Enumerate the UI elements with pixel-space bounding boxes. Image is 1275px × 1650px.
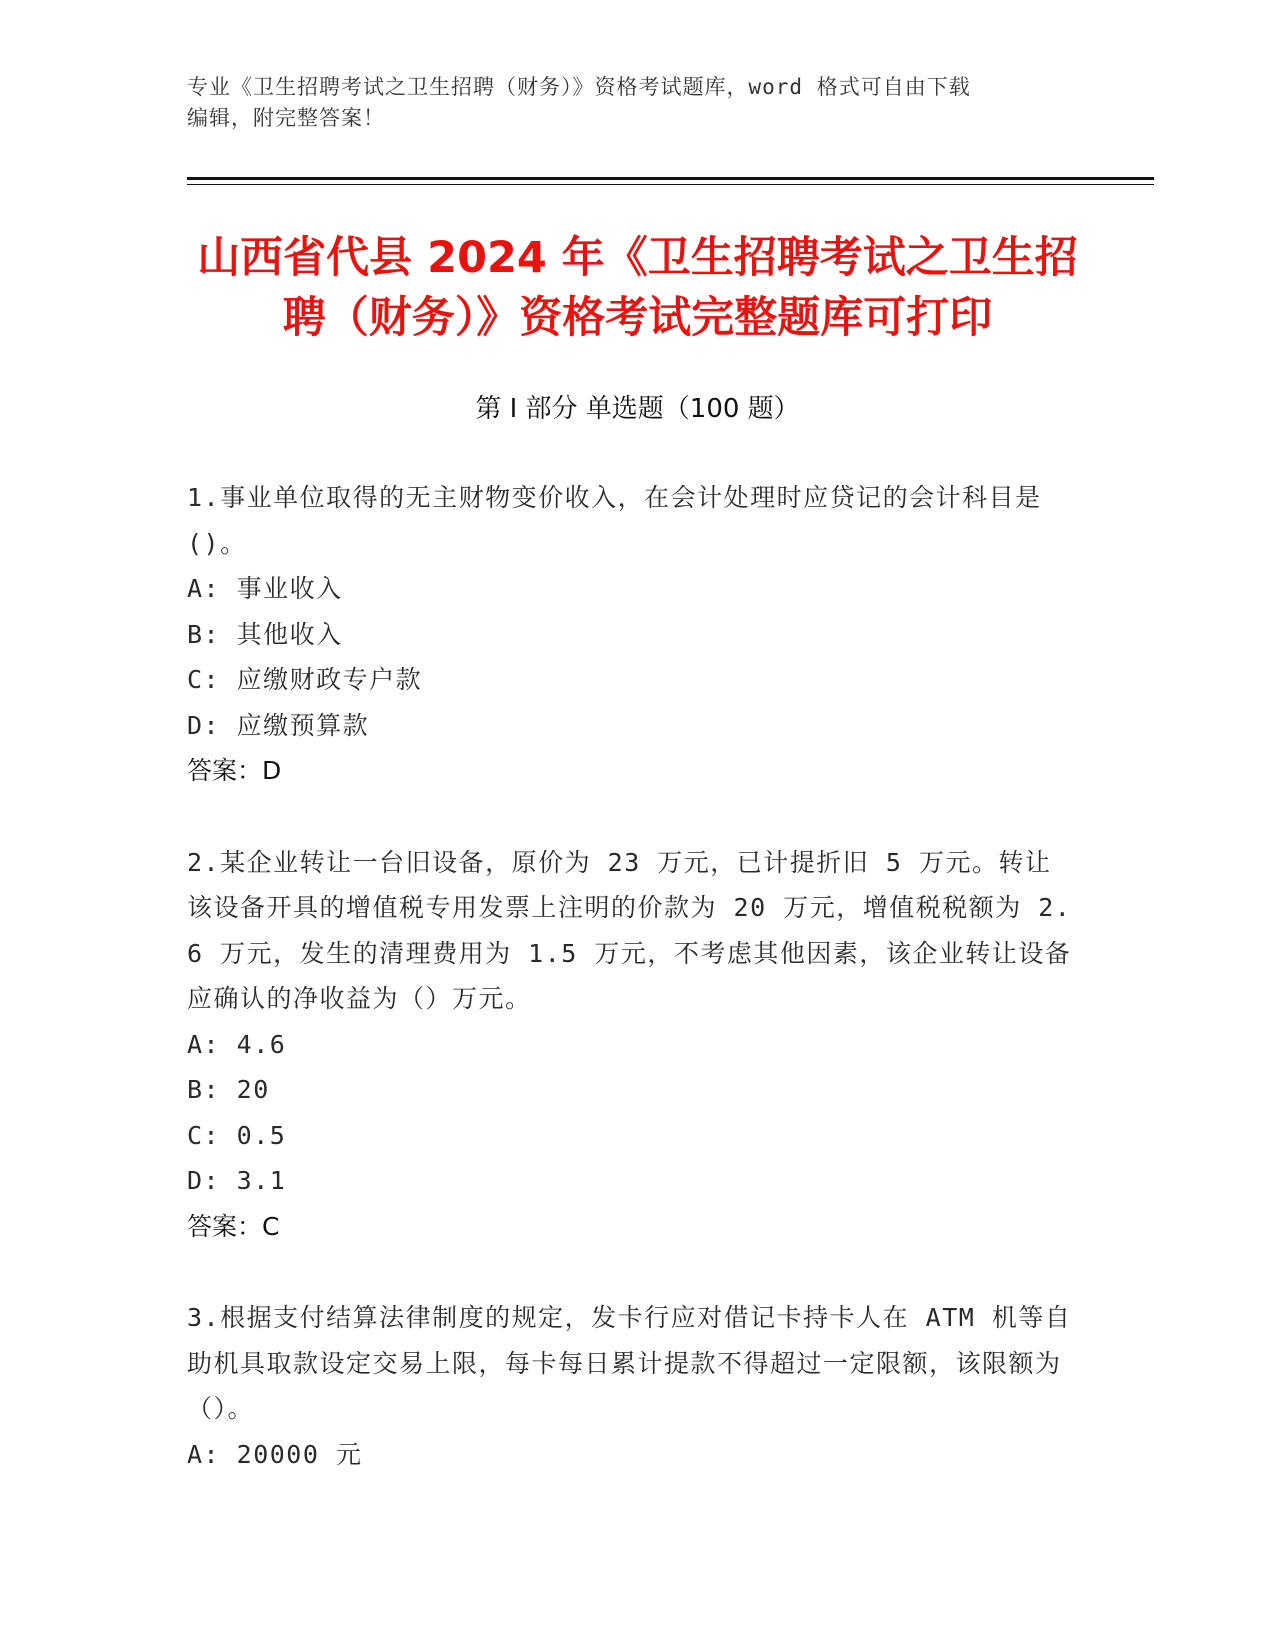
option-d: D: 应缴预算款 [187, 710, 370, 740]
document-title-line: 山西省代县 2024 年《卫生招聘考试之卫生招 [197, 233, 1078, 283]
document-title [150, 228, 1125, 348]
question-stem: 2.某企业转让一台旧设备，原价为 23 万元，已计提折旧 5 万元。转让该设备开具的增值税专用发票上注明的价款为 20 万元，增值税税额为 2.6 万元，发生的清理费用为 1.5 万元，不考虑其他因素，该企业转让设备应确认的净收益为（）万元。 [187, 847, 1072, 1013]
option-a: A: 4.6 [187, 1029, 287, 1059]
question-item [187, 1295, 1077, 1477]
option-a: A: 20000 元 [187, 1439, 363, 1469]
header-divider [187, 177, 1154, 180]
section-title: 第 I 部分 单选题（100 题） [475, 394, 800, 424]
header-divider-thin [187, 184, 1154, 185]
option-d: D: 3.1 [187, 1166, 287, 1195]
answer-label: 答案：C [187, 1211, 280, 1241]
option-b: B: 其他收入 [187, 619, 343, 649]
answer-label: 答案：D [187, 756, 282, 785]
question-item [187, 840, 1077, 1250]
option-c: C: 应缴财政专户款 [187, 665, 423, 694]
question-list [187, 475, 1077, 1523]
option-a: A: 事业收入 [187, 574, 343, 603]
question-stem: 3.根据支付结算法律制度的规定，发卡行应对借记卡持卡人在 ATM 机等自助机具取款设定交易上限，每卡每日累计提款不得超过一定限额，该限额为（）。 [187, 1303, 1072, 1423]
option-c: C: 0.5 [187, 1120, 287, 1150]
header-note-line: 专业《卫生招聘考试之卫生招聘（财务）》资格考试题库，word 格式可自由下载 [187, 75, 971, 99]
header-note [187, 72, 1087, 134]
question-item [187, 475, 1077, 794]
question-stem: 1.事业单位取得的无主财物变价收入，在会计处理时应贷记的会计科目是()。 [187, 483, 1042, 558]
option-b: B: 20 [187, 1075, 270, 1104]
document-title-line: 聘（财务）》资格考试完整题库可打印 [282, 293, 993, 343]
header-note-line: 编辑，附完整答案！ [187, 106, 385, 130]
